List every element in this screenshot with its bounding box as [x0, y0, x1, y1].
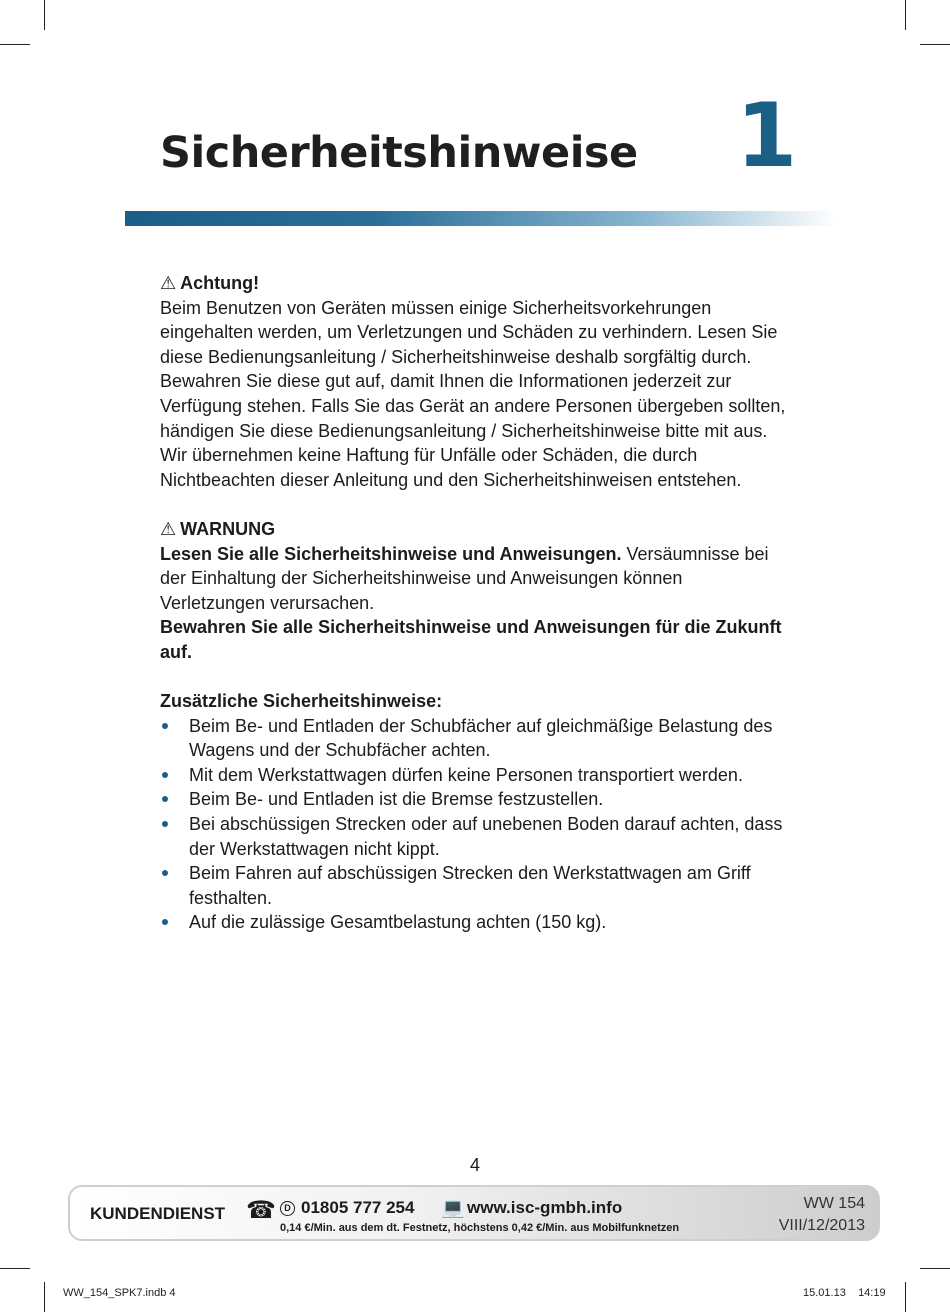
warnung-body: [160, 542, 792, 616]
list-item: Mit dem Werkstattwagen dürfen keine Personen transportiert werden.: [160, 763, 792, 788]
crop-mark: [905, 1282, 906, 1312]
warnung-heading: ⚠ WARNUNG: [160, 517, 792, 542]
revision: VIII/12/2013: [778, 1217, 865, 1234]
crop-mark: [0, 44, 30, 45]
page-number: 4: [469, 1155, 480, 1175]
crop-mark: [44, 0, 45, 30]
crop-mark: [920, 1268, 950, 1269]
warning-triangle-icon: ⚠: [160, 273, 177, 293]
achtung-heading: ⚠ Achtung!: [160, 271, 792, 296]
crop-mark: [905, 0, 906, 30]
warnung-keep: Bewahren Sie alle Sicherheitshinweise und Anweisungen für die Zukunft auf.: [160, 617, 782, 662]
print-slug-date: 15.01.13 14:19: [803, 1287, 886, 1299]
chapter-number: 1: [736, 84, 798, 187]
list-item: Beim Be- und Entladen der Schubfächer auf gleichmäßige Belastung des Wagens und der Schubfächer achten.: [160, 714, 792, 763]
warning-triangle-icon: ⚠: [160, 518, 177, 539]
service-rates: 0,14 €/Min. aus dem dt. Festnetz, höchstens 0,42 €/Min. aus Mobilfunknetzen: [280, 1222, 680, 1234]
list-item: Auf die zulässige Gesamtbelastung achten (150 kg).: [160, 910, 792, 935]
crop-mark: [44, 1282, 45, 1312]
page-title: Sicherheitshinweise: [160, 128, 638, 178]
model-info: [779, 1193, 865, 1237]
header-rule: [125, 211, 837, 226]
spacer: [160, 665, 792, 690]
safety-list: [160, 714, 792, 935]
laptop-icon: 💻: [441, 1197, 465, 1219]
print-slug-file: WW_154_SPK7.indb 4: [63, 1287, 176, 1299]
crop-mark: [0, 1268, 30, 1269]
telephone-icon: ☎: [246, 1196, 276, 1224]
service-phone: 01805 777 254: [301, 1198, 415, 1217]
crop-mark: [920, 44, 950, 45]
list-item: Bei abschüssigen Strecken oder auf unebenen Boden darauf achten, dass der Werkstattwagen nicht kippt.: [160, 812, 792, 861]
spacer: [160, 492, 792, 517]
list-item: Beim Fahren auf abschüssigen Strecken den Werkstattwagen am Griff festhalten.: [160, 861, 792, 910]
achtung-body: Beim Benutzen von Geräten müssen einige Sicherheitsvorkehrungen eingehalten werden, um Verletzungen und Schäden zu verhindern. Lesen Sie diese Bedienungsanleitung / Sicherheitshinweise deshalb sorgfältig durch. Bewahren Sie diese gut auf, damit Ihnen die Informationen jederzeit zur Verfügung stehen. Falls Sie das Gerät an andere Personen übergeben sollten, händigen Sie diese Bedienungsanleitung / Sicherheitshinweise bitte mit aus. Wir übernehmen keine Haftung für Unfälle oder Schäden, die durch Nichtbeachten dieser Anleitung und den Sicherheitshinweisen entstehen.: [160, 297, 786, 490]
zusaetzlich-heading: Zusätzliche Sicherheitshinweise:: [160, 691, 443, 712]
service-website: www.isc-gmbh.info: [467, 1198, 623, 1217]
list-item: Beim Be- und Entladen ist die Bremse festzustellen.: [160, 787, 792, 812]
warnung-lead-rest: Versäumnisse bei der Einhaltung der Sicherheitshinweise und Anweisungen können Verletzungen verursachen.: [160, 543, 769, 613]
service-label: KUNDENDIENST: [90, 1204, 226, 1223]
content: [160, 271, 792, 935]
dial-icon: D: [280, 1201, 295, 1216]
model-number: WW 154: [803, 1195, 865, 1212]
warnung-lead-bold: Lesen Sie alle Sicherheitshinweise und Anweisungen.: [160, 543, 622, 564]
